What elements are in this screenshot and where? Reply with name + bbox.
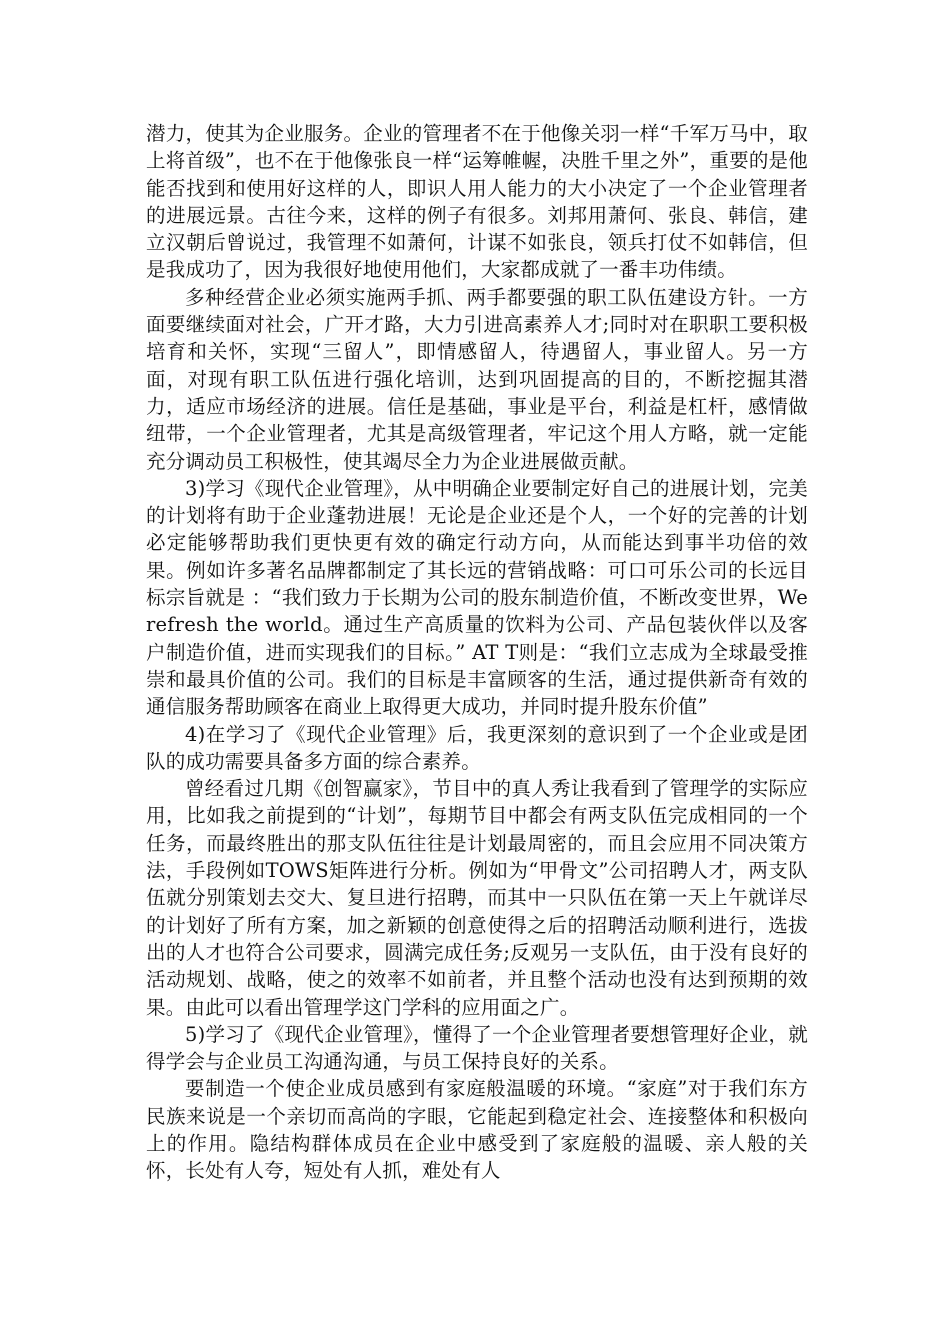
paragraph-1: 潜力，使其为企业服务。企业的管理者不在于他像关羽一样“千军万马中，取上将首级”，也不在于他像张良一样“运筹帷幄，决胜千里之外”，重要的是他能否找到和使用好这样的人，即识人用人能力的大小决定了一个企业管理者的进展远景。古往今来，这样的例子有很多。刘邦用萧何、张良、韩信，建立汉朝后曾说过，我管理不如萧何，计谋不如张良，领兵打仗不如韩信，但是我成功了，因为我很好地使用他们，大家都成就了一番丰功伟绩。 xyxy=(146,122,808,282)
paragraph-3: 3)学习《现代企业管理》，从中明确企业要制定好自己的进展计划，完美的计划将有助于企业蓬勃进展！无论是企业还是个人，一个好的完善的计划必定能够帮助我们更快更有效的确定行动方向，从而能达到事半功倍的效果。例如许多著名品牌都制定了其长远的营销战略：可口可乐公司的长远目标宗旨就是 ：“我们致力于长期为公司的股东制造价值，不断改变世界，We refresh the world。通过生产高质量的饮料为公司、产品包装伙伴以及客户制造价值，进而实现我们的目标。” AT T则是：“我们立志成为全球最受推崇和最具价值的公司。我们的目标是丰富顾客的生活，通过提供新奇有效的通信服务帮助顾客在商业上取得更大成功，并同时提升股东价值” xyxy=(146,476,808,719)
paragraph-5: 曾经看过几期《创智赢家》，节目中的真人秀让我看到了管理学的实际应用，比如我之前提到的“计划”，每期节目中都会有两支队伍完成相同的一个任务，而最终胜出的那支队伍往往是计划最周密的，而且会应用不同决策方法，手段例如TOWS矩阵进行分析。例如为“甲骨文”公司招聘人才，两支队伍就分别策划去交大、复旦进行招聘，而其中一只队伍在第一天上午就详尽的计划好了所有方案，加之新颖的创意使得之后的招聘活动顺利进行，选拔出的人才也符合公司要求，圆满完成任务;反观另一支队伍，由于没有良好的活动规划、战略，使之的效率不如前者，并且整个活动也没有达到预期的效果。由此可以看出管理学这门学科的应用面之广。 xyxy=(146,777,808,1019)
paragraph-4: 4)在学习了《现代企业管理》后，我更深刻的意识到了一个企业或是团队的成功需要具备多方面的综合素养。 xyxy=(146,722,808,773)
paragraph-6: 5)学习了《现代企业管理》，懂得了一个企业管理者要想管理好企业，就得学会与企业员工沟通沟通，与员工保持良好的关系。 xyxy=(146,1022,808,1074)
document-body xyxy=(146,120,808,1185)
paragraph-7: 要制造一个使企业成员感到有家庭般温暖的环境。“家庭”对于我们东方民族来说是一个亲切而高尚的字眼，它能起到稳定社会、连接整体和积极向上的作用。隐结构群体成员在企业中感受到了家庭般的温暖、亲人般的关怀，长处有人夸，短处有人抓，难处有人 xyxy=(146,1077,808,1183)
paragraph-2: 多种经营企业必须实施两手抓、两手都要强的职工队伍建设方针。一方面要继续面对社会，广开才路，大力引进高素养人才;同时对在职职工要积极培育和关怀，实现“三留人”，即情感留人，待遇留人，事业留人。另一方面，对现有职工队伍进行强化培训，达到巩固提高的目的，不断挖掘其潜力，适应市场经济的进展。信任是基础，事业是平台，利益是杠杆，感情做纽带，一个企业管理者，尤其是高级管理者，牢记这个用人方略，就一定能充分调动员工积极性，使其竭尽全力为企业进展做贡献。 xyxy=(146,285,808,473)
